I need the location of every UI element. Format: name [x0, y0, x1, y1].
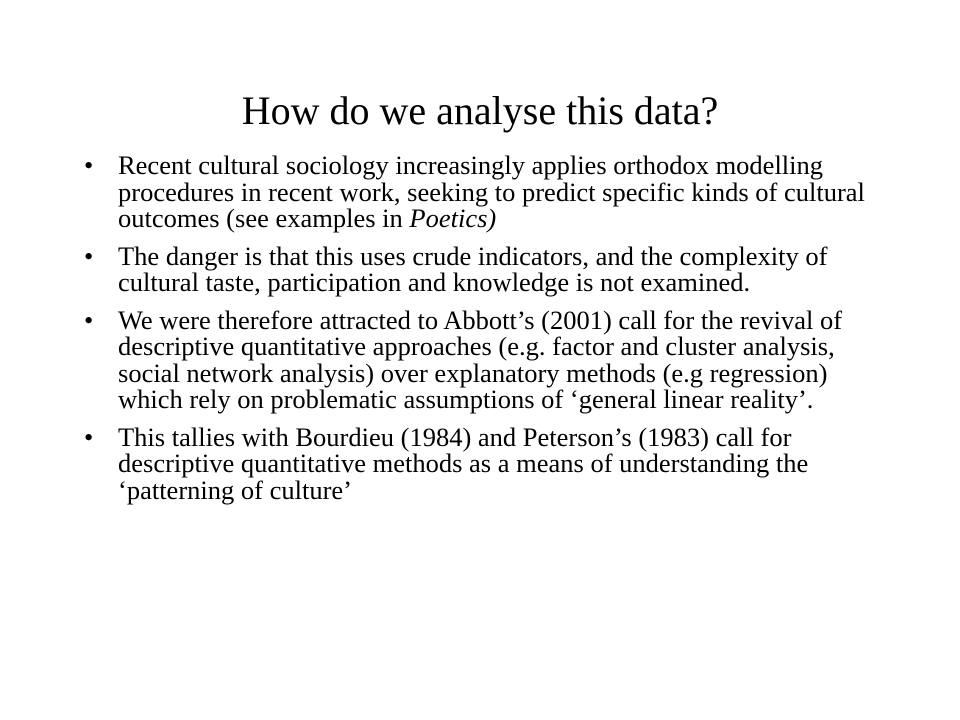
bullet-text [118, 152, 880, 232]
bullet-icon: • [84, 421, 94, 452]
bullet-icon: • [84, 240, 94, 271]
bullet-item [80, 421, 880, 505]
bullet-text: We were therefore attracted to Abbott’s (2001) call for the revival of descriptive quantitative approaches (e.g. factor and cluster analysis, social network analysis) over explanatory methods (e.g regression) which rely on problematic assumptions of ‘general linear reality’. [118, 304, 843, 414]
slide-title: How do we analyse this data? [241, 88, 719, 133]
bullet-text: The danger is that this uses crude indicators, and the complexity of cultural taste, participation and knowledge is not examined. [118, 240, 828, 297]
bullet-item [80, 240, 880, 297]
bullet-icon: • [84, 304, 94, 335]
bullet-text-main: Recent cultural sociology increasingly applies orthodox modelling procedures in recent work, seeking to predict specific kinds of cultural outcomes (see examples in [118, 150, 865, 233]
bullet-text: This tallies with Bourdieu (1984) and Peterson’s (1983) call for descriptive quantitative methods as a means of understanding the ‘patterning of culture’ [118, 421, 809, 505]
bullet-list [80, 152, 880, 514]
bullet-item [80, 304, 880, 414]
bullet-icon: • [84, 150, 94, 180]
bullet-item [80, 152, 880, 232]
journal-name: Poetics) [409, 203, 497, 233]
